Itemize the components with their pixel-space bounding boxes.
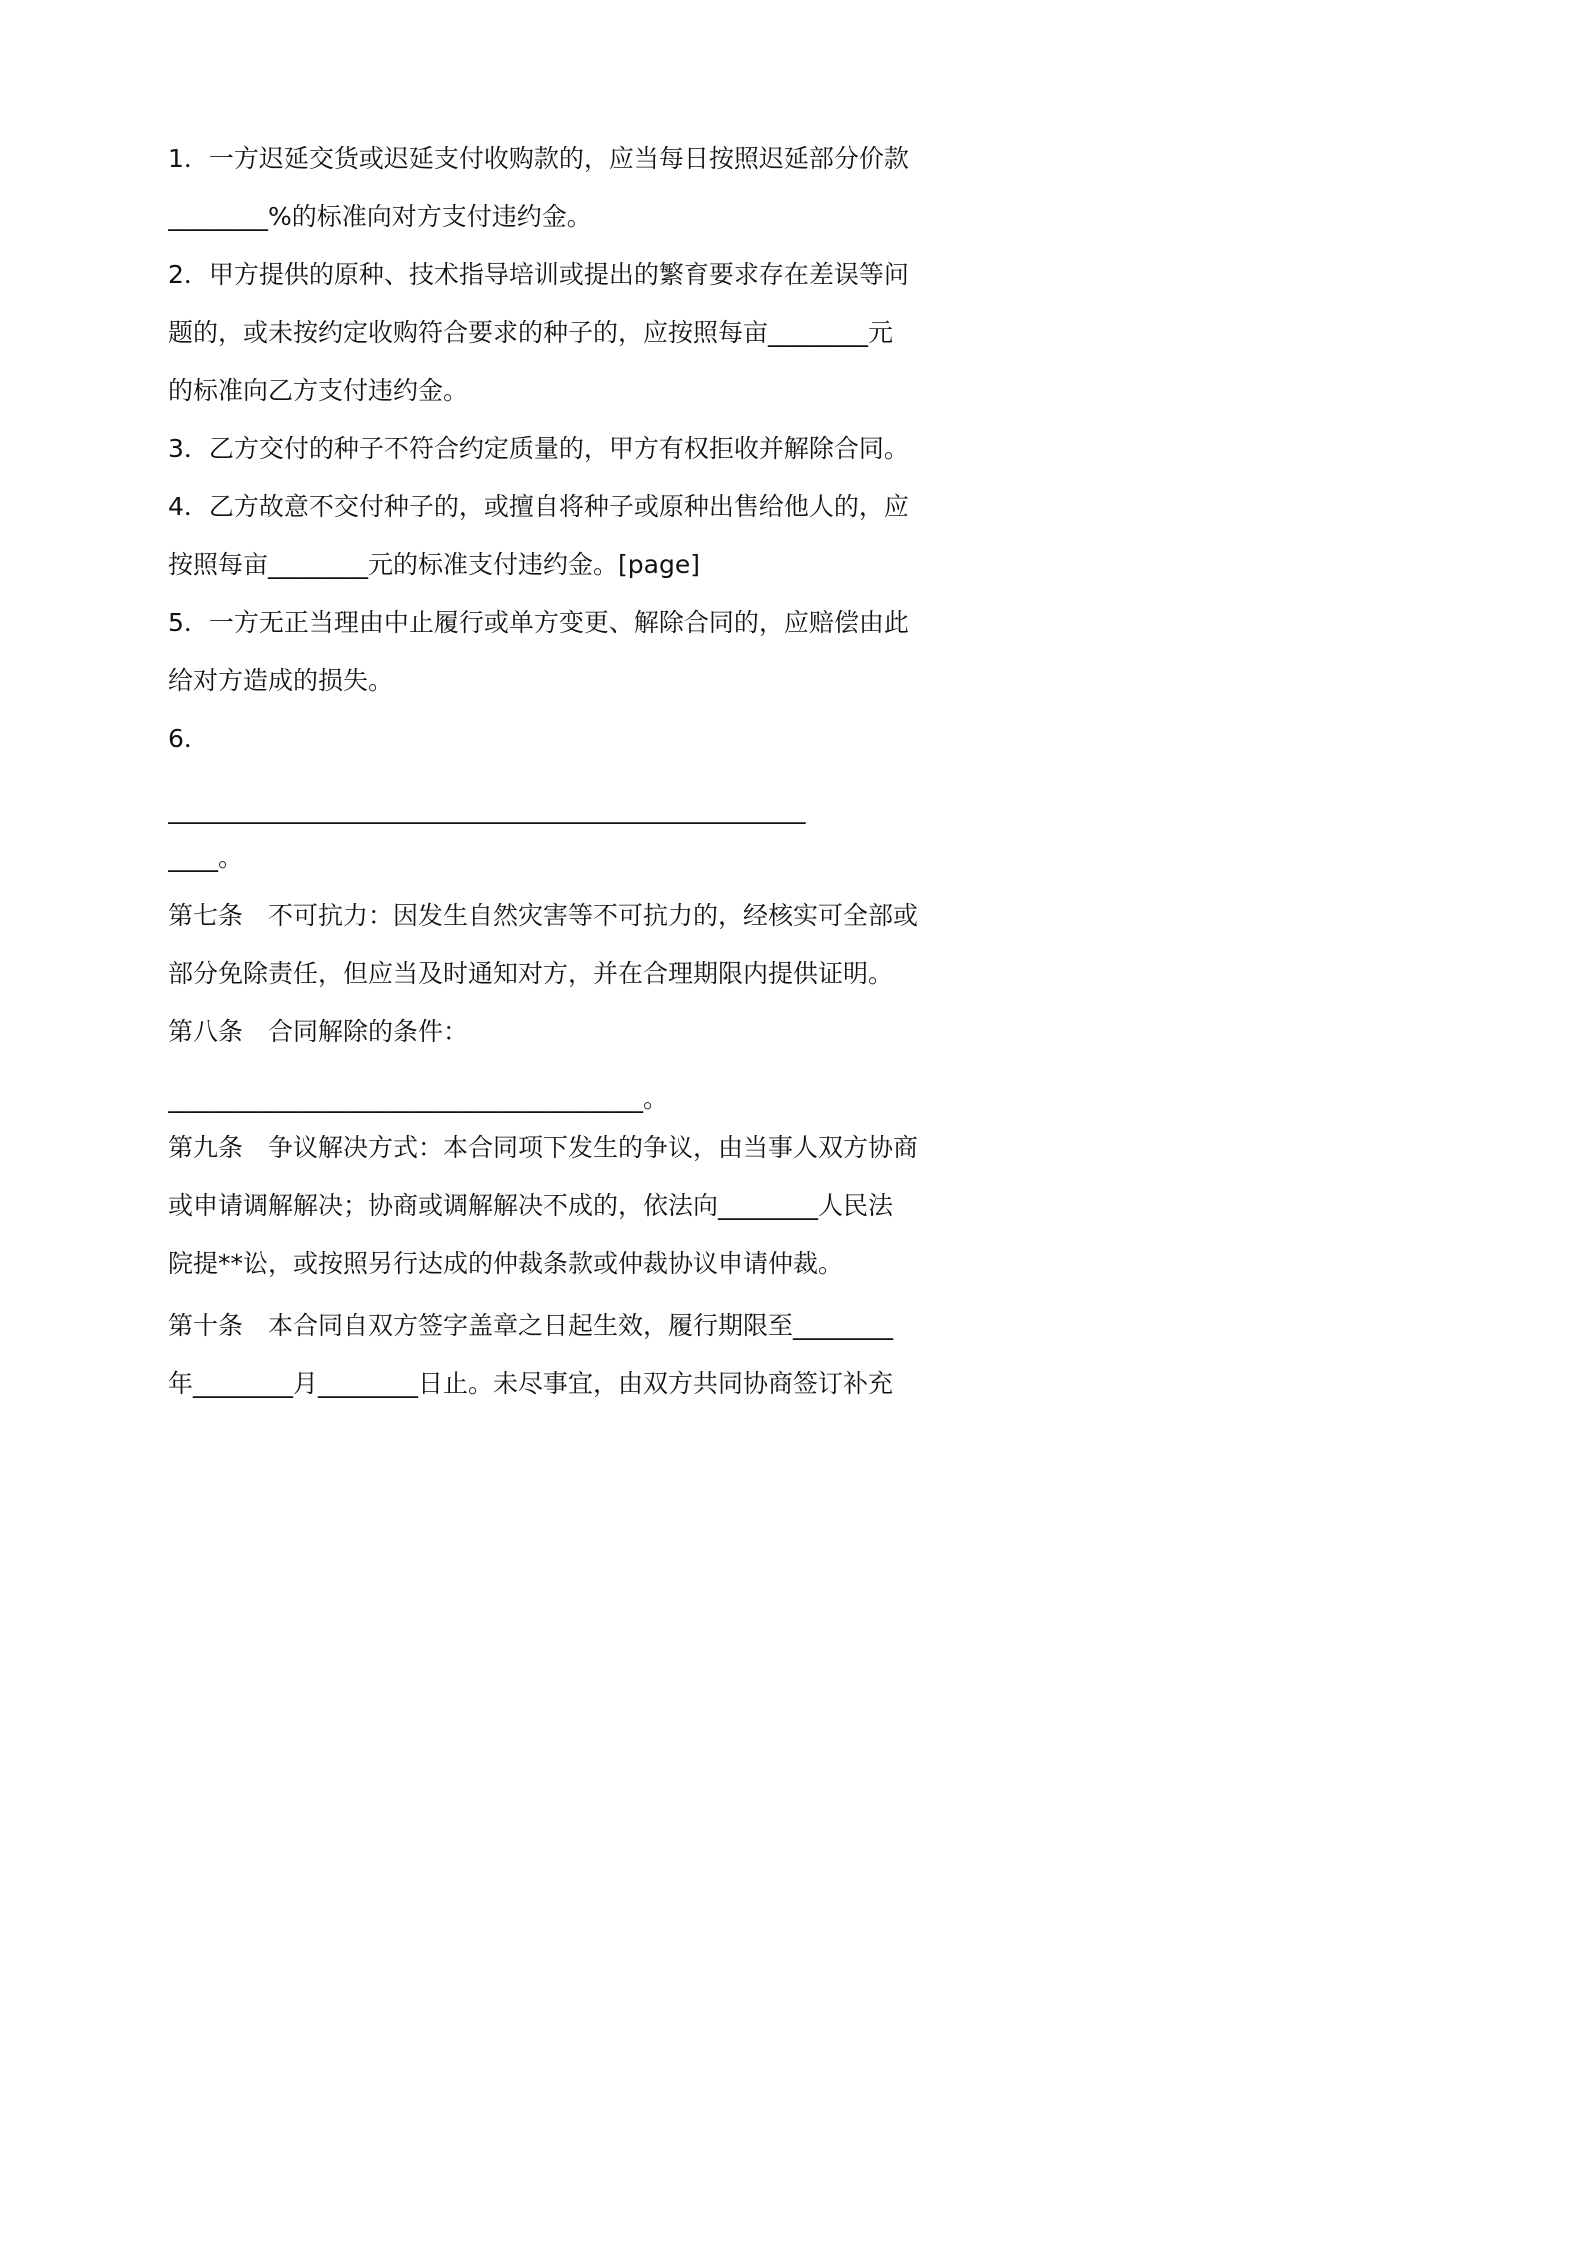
- clause-6-item-3-line-1: 3．乙方交付的种子不符合约定质量的，甲方有权拒收并解除合同。: [168, 434, 909, 463]
- article-10-line-1: 第十条 本合同自双方签字盖章之日起生效，履行期限至________: [168, 1311, 894, 1340]
- clause-6-item-6-blank-end: ____。: [168, 843, 244, 872]
- clause-6-item-2-line-3: 的标准向乙方支付违约金。: [168, 376, 469, 405]
- article-10-line-2: 年________月________日止。未尽事宜，由双方共同协商签订补充: [168, 1369, 894, 1398]
- clause-6-item-5-line-2: 给对方造成的损失。: [168, 666, 394, 695]
- article-9-line-1: 第九条 争议解决方式：本合同项下发生的争议，由当事人双方协商: [168, 1133, 919, 1162]
- clause-6-item-1-line-1: 1．一方迟延交货或迟延支付收购款的，应当每日按照迟延部分价款: [168, 144, 909, 173]
- clause-6-item-4-line-1: 4．乙方故意不交付种子的，或擅自将种子或原种出售给他人的，应: [168, 492, 909, 521]
- article-7-line-2: 部分免除责任，但应当及时通知对方，并在合理期限内提供证明。: [168, 959, 894, 988]
- clause-6-item-2-line-1: 2．甲方提供的原种、技术指导培训或提出的繁育要求存在差误等问: [168, 260, 909, 289]
- clause-6-item-6-number: 6．: [168, 724, 209, 753]
- article-9-line-2: 或申请调解解决；协商或调解解决不成的，依法向________人民法: [168, 1191, 894, 1220]
- document-page: [0, 0, 1104, 1558]
- article-8-heading: 第八条 合同解除的条件：: [168, 1017, 469, 1046]
- clause-6-item-4-line-2: 按照每亩________元的标准支付违约金。[page]: [168, 550, 700, 579]
- clause-6-item-6-blank-line: ___________________________________________________: [168, 795, 806, 824]
- article-9-line-3: 院提**讼，或按照另行达成的仲裁条款或仲裁协议申请仲裁。: [168, 1249, 844, 1278]
- clause-6-item-5-line-1: 5．一方无正当理由中止履行或单方变更、解除合同的，应赔偿由此: [168, 608, 909, 637]
- article-7-line-1: 第七条 不可抗力：因发生自然灾害等不可抗力的，经核实可全部或: [168, 901, 919, 930]
- clause-6-item-1-line-2: ________%的标准向对方支付违约金。: [168, 202, 592, 231]
- article-8-blank-line: ______________________________________。: [168, 1084, 669, 1113]
- clause-6-item-2-line-2: 题的，或未按约定收购符合要求的种子的，应按照每亩________元: [168, 318, 894, 347]
